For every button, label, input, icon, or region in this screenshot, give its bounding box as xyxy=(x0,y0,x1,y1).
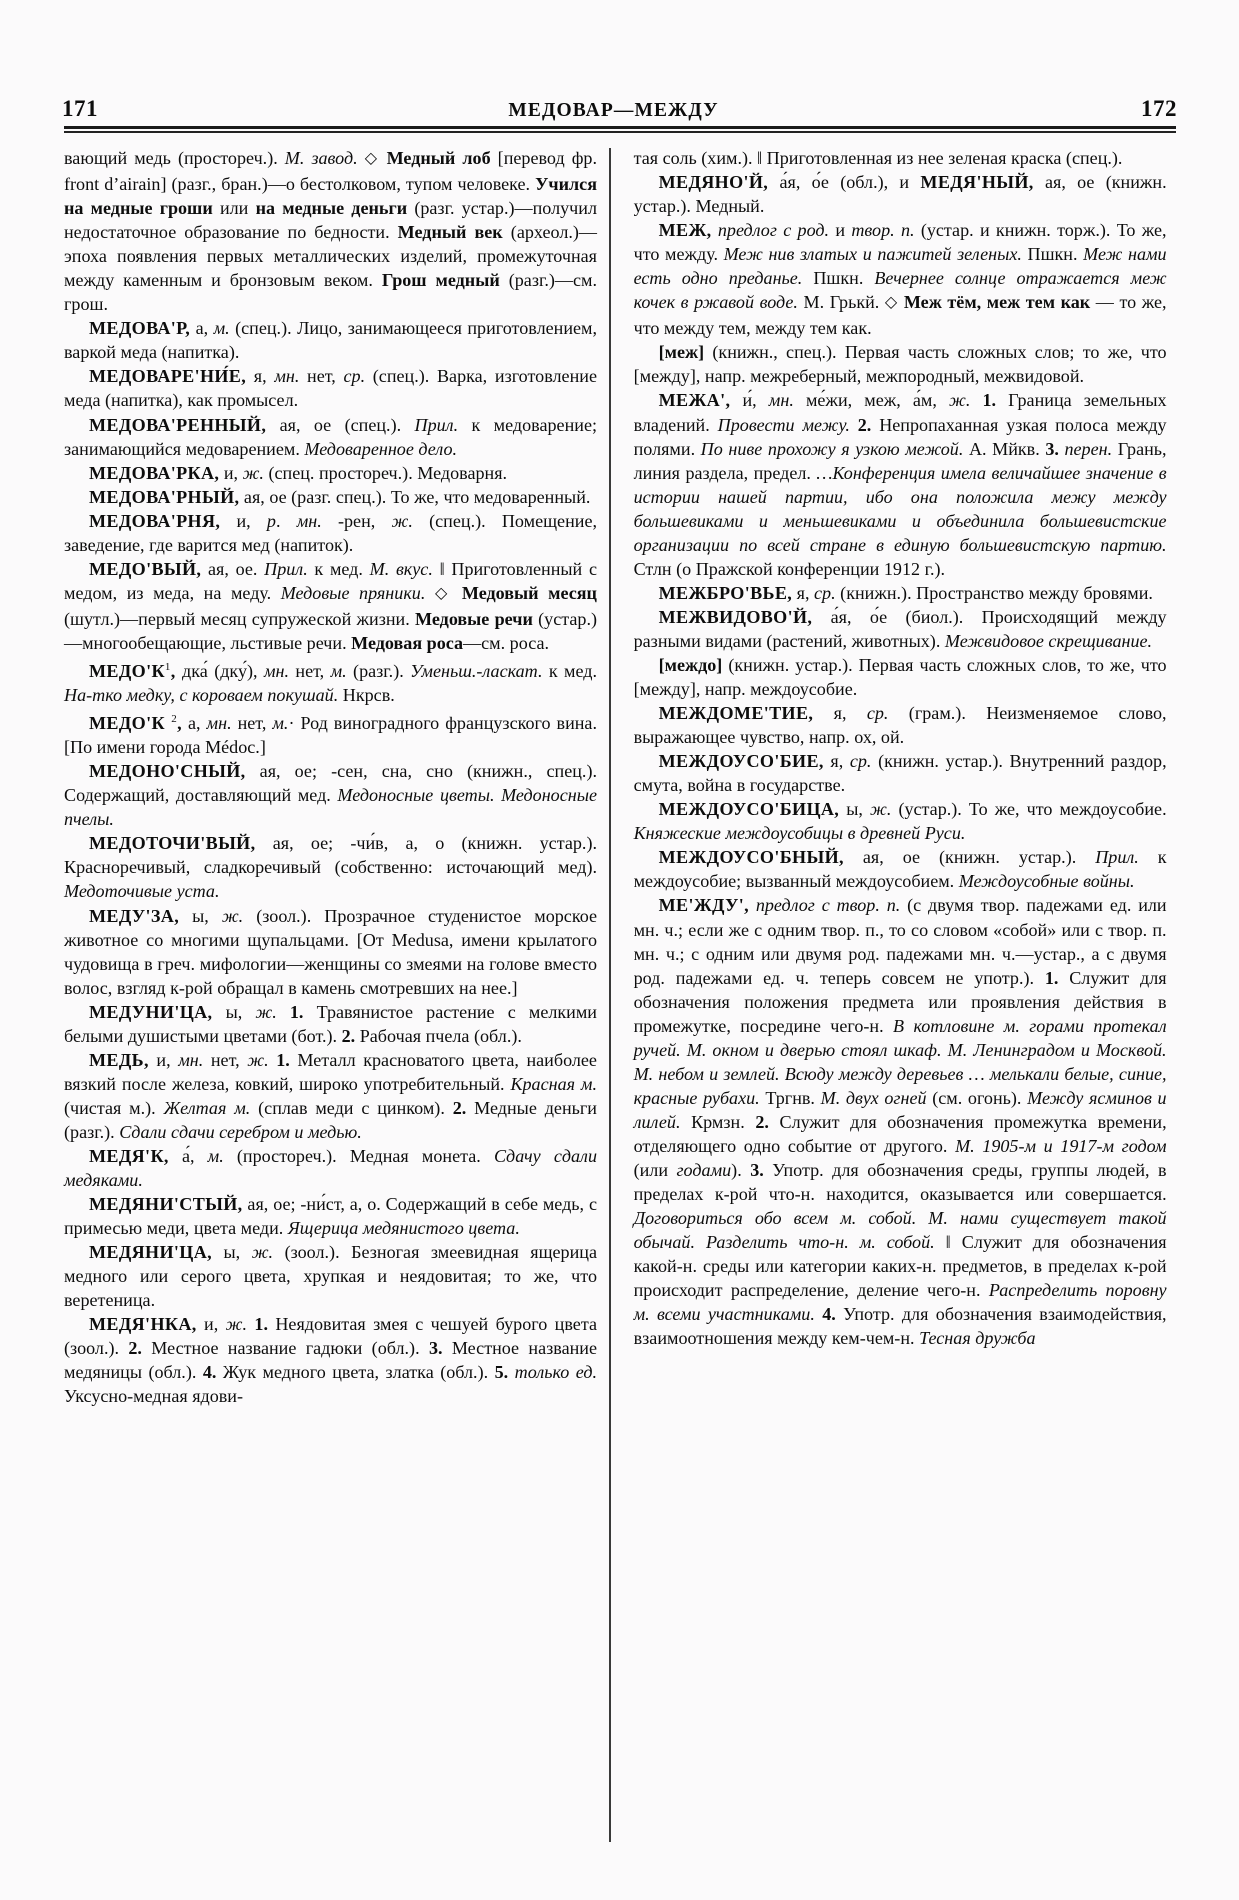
column-right xyxy=(611,146,1167,1846)
entry-continuation: тая соль (хим.). ‖ Приготовленная из нее зеленая краска (спец.). xyxy=(633,148,1123,168)
header-rule-thin xyxy=(64,131,1176,133)
folio-right: 172 xyxy=(1140,96,1177,121)
dictionary-entry: МЕДОВАРЕ'НИ́Е, я, мн. нет, ср. (спец.). Варка, изготовление меда (напитка), как промысел. xyxy=(64,366,597,411)
dictionary-entry: МЕЖВИДОВО'Й, а́я, о́е (биол.). Происходящий между разными видами (растений, животных). Межвидовое скрещивание. xyxy=(633,606,1167,651)
folio-left: 171 xyxy=(62,96,98,121)
running-title: МЕДОВАР—МЕЖДУ xyxy=(508,99,719,121)
dictionary-entry: МЕДОВА'РНЯ, и, р. мн. -рен, ж. (спец.). Помещение, заведение, где варится мед (напиток). xyxy=(64,510,597,555)
dictionary-entry: МЕДОНО'СНЫЙ, ая, ое; -сен, сна, сно (книжн., спец.). Содержащий, доставляющий мед. Медоносные цветы. Медоносные пчелы. xyxy=(64,761,598,830)
dictionary-entry: МЕЖДОМЕ'ТИЕ, я, ср. (грам.). Неизменяемое слово, выражающее чувство, напр. ох, ой. xyxy=(633,703,1167,748)
dictionary-entry: МЕДЯНИ'СТЫЙ, ая, ое; -ни́ст, а, о. Содержащий в себе медь, с примесью меди, цвета меди. Ящерица медянистого цвета. xyxy=(64,1194,597,1239)
dictionary-entry: МЕДО'К $^2$, а, мн. нет, м.· Род виноградного французского вина. [По имени города Médoc.] xyxy=(64,713,597,758)
dictionary-entry: МЕДУНИ'ЦА, ы, ж. 1. Травянистое растение с мелкими белыми душистыми цветами (бот.). 2. Рабочая пчела (обл.). xyxy=(64,1001,597,1046)
dictionary-entry: МЕЖА', и́, мн. ме́жи, меж, а́м, ж. 1. Граница земельных владений. Провести межу. 2. Непропаханная узкая полоса между полями. По ниве прохожу я узкою межой. А. Мйкв. 3. перен. Грань, линия раздела, предел. …Конференция имела величайшее значение в истории нашей партии, ибо она положила межу между большевиками и меньшевиками и объединила большевистские организации по всей стране в единую большевистскую партию. Стлн (о Пражской конференции 1912 г.). xyxy=(633,390,1167,579)
header-rule xyxy=(64,126,1176,133)
dictionary-entry: МЕ'ЖДУ', предлог с твор. п. (с двумя твор. падежами ед. или мн. ч.; если же с одним твор. п., то со словом «собой» или с твор. п. мн. ч.; с одним или двумя род. падежами мн. ч.—устар., а с двумя род. падежами ед. ч. теперь совсем не употр.). 1. Служит для обозначения положения предмета или проявления действия в промежутке, посредине чего-н. В котловине м. горами протекал ручей. М. окном и дверью стоял шкаф. М. Ленинградом и Москвой. М. небом и землей. Всюду между деревьев … мелькали белые, синие, красные рубахи. Тргнв. М. двух огней (см. огонь). Между ясминов и лилей. Крмзн. 2. Служит для обозначения промежутка времени, отделяющего одно событие от другого. М. 1905-м и 1917-м годом (или годами). 3. Употр. для обозначения среды, группы людей, в пределах к-рой что-н. находится, оказывается или совершается. Договориться обо всем м. собой. М. нами существует такой обычай. Разделить что-н. м. собой. ‖ Служит для обозначения какой-н. среды или категории каких-н. предметов, в пределах к-рой происходит распределение, деление чего-н. Распределить поровну м. всеми участниками. 4. Употр. для обозначения взаимодействия, взаимоотношения между кем-чем-н. Тесная дружба xyxy=(633,895,1167,1349)
dictionary-entry: МЕЖ, предлог с род. и твор. п. (устар. и книжн. торж.). То же, что между. Меж нив златых и пажитей зеленых. Пшкн. Меж нами есть одно преданье. Пшкн. Вечернее солнце отражается меж кочек в ржавой воде. М. Грькй. ◇ Меж тём, меж тем как — то же, что между тем, между тем как. xyxy=(633,220,1167,339)
dictionary-entry: $МЕДО'К^1$, дка́ (дку́), мн. нет, м. (разг.). Уменьш.-ласкат. к мед. На-тко медку, с короваем покушай. Нкрсв. xyxy=(64,660,598,706)
dictionary-entry: МЕЖДОУСО'БНЫЙ, ая, ое (книжн. устар.). Прил. к междоусобие; вызванный междоусобием. Междоусобные войны. xyxy=(633,847,1167,892)
dictionary-entry: МЕДО'ВЫЙ, ая, ое. Прил. к мед. М. вкус. ‖ Приготовленный с медом, из меда, на меду. Медовые пряники. ◇ Медовый месяц (шутл.)—первый месяц супружеской жизни. Медовые речи (устар.)—многообещающие, льстивые речи. Медовая роса—см. роса. xyxy=(64,558,597,653)
dictionary-entry: МЕДОВА'РЕННЫЙ, ая, ое (спец.). Прил. к медоварение; занимающийся медоварением. Медоваренное дело. xyxy=(64,414,598,459)
text-columns xyxy=(64,146,1176,1846)
dictionary-entry: МЕДОВА'Р, а, м. (спец.). Лицо, занимающееся приготовлением, варкой меда (напитка). xyxy=(64,318,598,363)
entry-continuation: вающий медь (простореч.). М. завод. ◇ Медный лоб [перевод фр. front d’airain] (разг., бран.)—о бестолковом, тупом человеке. Учился на медные гроши или на медные деньги (разг. устар.)—получил недостаточное образование по бедности. Медный век (археол.)—эпоха появления первых металлических изделий, промежуточная между каменным и бронзовым веком. Грош медный (разг.)—см. грош. xyxy=(64,148,598,315)
dictionary-entry: МЕЖДОУСО'БИЕ, я, ср. (книжн. устар.). Внутренний раздор, смута, война в государстве. xyxy=(633,751,1167,796)
dictionary-entry: МЕДОТОЧИ'ВЫЙ, ая, ое; -чи́в, а, о (книжн. устар.). Красноречивый, сладкоречивый (собственно: источающий мед). Медоточивые уста. xyxy=(64,833,597,902)
dictionary-entry: МЕДОВА'РКА, и, ж. (спец. простореч.). Медоварня. xyxy=(89,462,508,483)
dictionary-entry: МЕЖБРО'ВЬЕ, я, ср. (книжн.). Пространство между бровями. xyxy=(658,582,1153,603)
dictionary-entry: МЕДОВА'РНЫЙ, ая, ое (разг. спец.). То же, что медоваренный. xyxy=(89,486,591,507)
dictionary-entry: МЕДЬ, и, мн. нет, ж. 1. Металл красноватого цвета, наиболее вязкий после железа, ковкий, широко употребительный. Красная м. (чистая м.). Желтая м. (сплав меди с цинком). 2. Медные деньги (разг.). Сдали сдачи серебром и медью. xyxy=(64,1049,597,1142)
running-head xyxy=(62,86,1177,120)
dictionary-entry: МЕДЯНИ'ЦА, ы, ж. (зоол.). Безногая змеевидная ящерица медного или серого цвета, хрупкая и неядовитая; то же, что веретеница. xyxy=(64,1242,598,1311)
dictionary-entry: МЕДЯНО'Й, а́я, о́е (обл.), и МЕДЯ'НЫЙ, ая, ое (книжн. устар.). Медный. xyxy=(633,172,1167,217)
dictionary-entry: МЕДЯ'НКА, и, ж. 1. Неядовитая змея с чешуей бурого цвета (зоол.). 2. Местное название гадюки (обл.). 3. Местное название медяницы (обл.). 4. Жук медного цвета, златка (обл.). 5. только ед. Уксусно-медная ядови- xyxy=(64,1314,598,1407)
dictionary-entry: [междо] (книжн. устар.). Первая часть сложных слов, то же, что [между], напр. междоусобие. xyxy=(633,654,1167,700)
dictionary-entry: МЕДУ'ЗА, ы, ж. (зоол.). Прозрачное студенистое морское животное со многими щупальцами. [От Medusa, имени крылатого чудовища в греч. мифологии—женщины со змеями на голове вместо волос, взгляд к-рой обращал в камень смотревших на нее.] xyxy=(64,905,598,998)
dictionary-entry: МЕЖДОУСО'БИЦА, ы, ж. (устар.). То же, что междоусобие. Княжеские междоусобицы в древней Руси. xyxy=(633,799,1167,844)
column-left xyxy=(64,146,609,1846)
dictionary-entry: [меж] (книжн., спец.). Первая часть сложных слов; то же, что [между], напр. межреберный, межпородный, межвидовой. xyxy=(633,342,1167,387)
dictionary-entry: МЕДЯ'К, а́, м. (простореч.). Медная монета. Сдачу сдали медяками. xyxy=(64,1145,597,1191)
